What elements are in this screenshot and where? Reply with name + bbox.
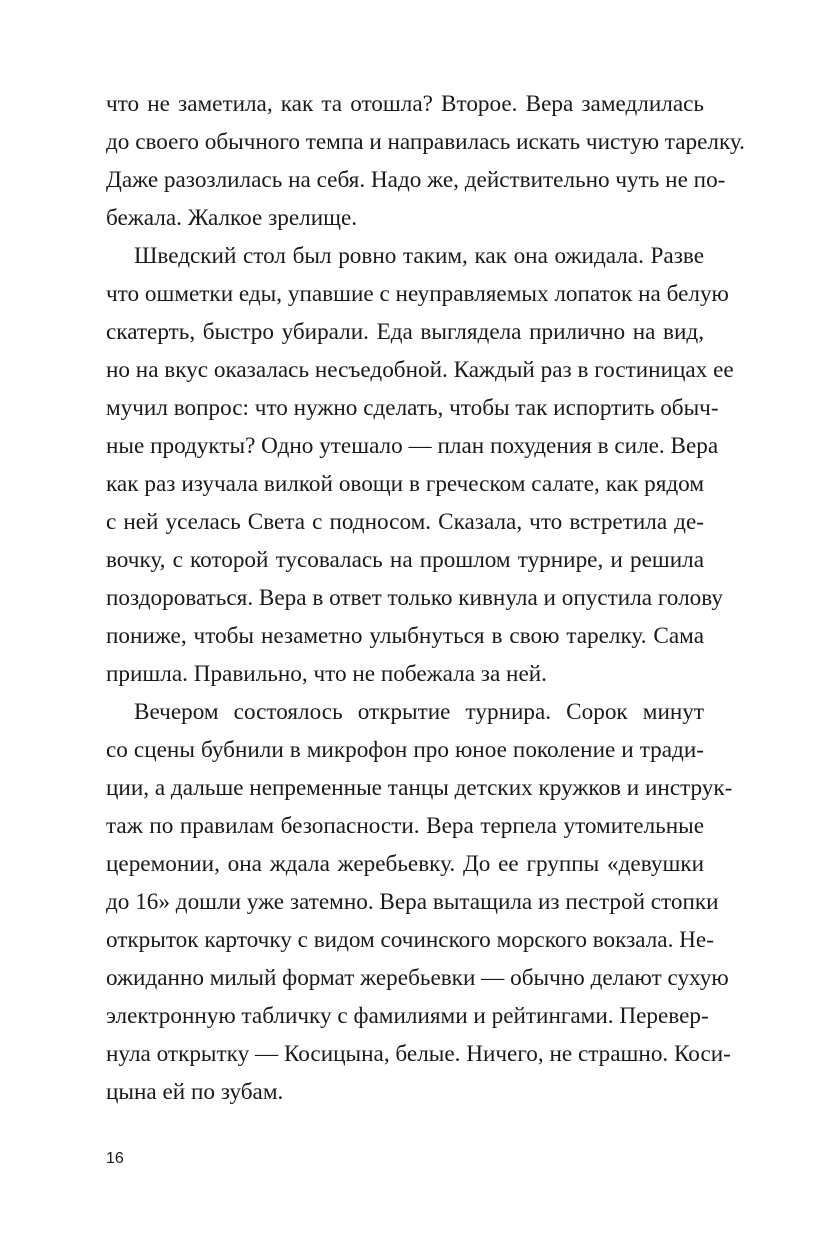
text-line: мучил вопрос: что нужно сделать, чтобы так испортить обыч- bbox=[106, 395, 719, 421]
text-line: открыток карточку с видом сочинского морского вокзала. Не- bbox=[106, 927, 714, 953]
text-line: пришла. Правильно, что не побежала за ней. bbox=[106, 661, 547, 687]
text-line: до своего обычного темпа и направилась искать чистую тарелку. bbox=[106, 129, 745, 155]
text-line: скатерть, быстро убирали. Еда выглядела прилично на вид, bbox=[106, 319, 704, 345]
text-line: что ошметки еды, упавшие с неуправляемых лопаток на белую bbox=[106, 281, 729, 307]
text-line: что не заметила, как та отошла? Второе. Вера замедлилась bbox=[106, 91, 704, 117]
text-line: ции, а дальше непременные танцы детских кружков и инструк- bbox=[106, 775, 733, 801]
text-line: таж по правилам безопасности. Вера терпела утомительные bbox=[106, 813, 704, 839]
text-line: цына ей по зубам. bbox=[106, 1079, 284, 1105]
page-body bbox=[106, 85, 745, 1111]
text-line: до 16» дошли уже затемно. Вера вытащила из пестрой стопки bbox=[106, 889, 719, 915]
text-line: со сцены бубнили в микрофон про юное поколение и тради- bbox=[106, 737, 704, 763]
paragraph-3 bbox=[106, 693, 733, 1111]
text-line: с ней уселась Света с подносом. Сказала, что встретила де- bbox=[106, 509, 704, 535]
text-line: ожиданно милый формат жеребьевки — обычно делают сухую bbox=[106, 965, 729, 991]
text-line: электронную табличку с фамилиями и рейтингами. Перевер- bbox=[106, 1003, 709, 1029]
text-line: Даже разозлилась на себя. Надо же, действительно чуть не по- bbox=[106, 167, 726, 193]
text-line: нула открытку — Косицына, белые. Ничего, не страшно. Коси- bbox=[106, 1041, 731, 1067]
page-number: 16 bbox=[106, 1150, 124, 1167]
text-line: церемонии, она ждала жеребьевку. До ее группы «девушки bbox=[106, 851, 704, 877]
paragraph-2 bbox=[106, 237, 734, 693]
text-line: пониже, чтобы незаметно улыбнуться в свою тарелку. Сама bbox=[106, 623, 704, 649]
text-line: как раз изучала вилкой овощи в греческом салате, как рядом bbox=[106, 471, 704, 497]
paragraph-1 bbox=[106, 85, 745, 237]
text-line: ные продукты? Одно утешало — план похудения в силе. Вера bbox=[106, 433, 719, 459]
text-line: поздороваться. Вера в ответ только кивнула и опустила голову bbox=[106, 585, 723, 611]
text-line: бежала. Жалкое зрелище. bbox=[106, 205, 358, 231]
text-line: но на вкус оказалась несъедобной. Каждый раз в гостиницах ее bbox=[106, 357, 734, 383]
text-line: Вечером состоялось открытие турнира. Сорок минут bbox=[134, 699, 704, 725]
text-line: Шведский стол был ровно таким, как она ожидала. Разве bbox=[134, 243, 704, 269]
text-line: вочку, с которой тусовалась на прошлом турнире, и решила bbox=[106, 547, 704, 573]
